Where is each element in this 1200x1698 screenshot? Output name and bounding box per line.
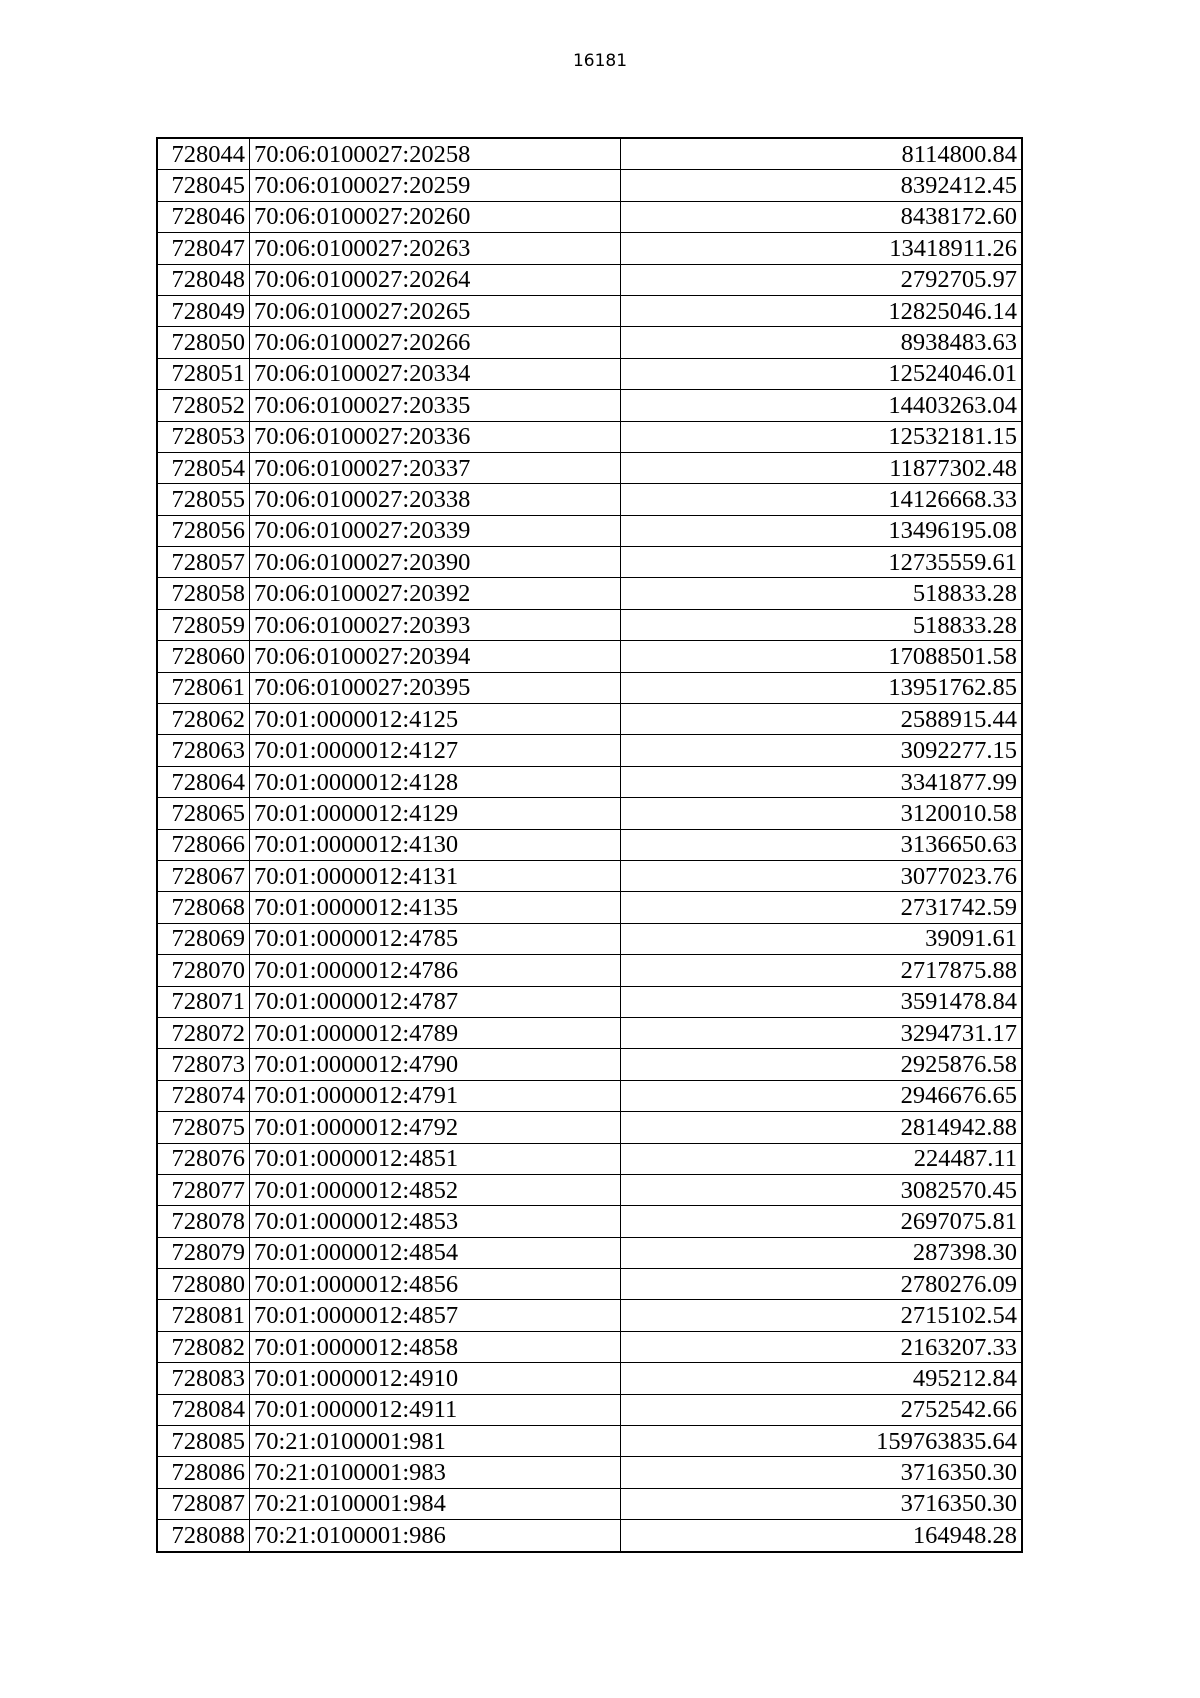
cadastral-value-cell: 3077023.76 xyxy=(621,860,1023,891)
cadastral-value-cell: 3716350.30 xyxy=(621,1488,1023,1519)
cadastral-number-cell: 70:06:0100027:20394 xyxy=(250,641,621,672)
row-number-cell: 728051 xyxy=(157,358,250,389)
cadastral-value-cell: 2792705.97 xyxy=(621,264,1023,295)
cadastral-value-cell: 164948.28 xyxy=(621,1520,1023,1552)
row-number-cell: 728067 xyxy=(157,860,250,891)
table-row xyxy=(157,578,1022,609)
row-number-cell: 728049 xyxy=(157,295,250,326)
row-number-cell: 728070 xyxy=(157,955,250,986)
cadastral-number-cell: 70:01:0000012:4789 xyxy=(250,1017,621,1048)
cadastral-value-cell: 2715102.54 xyxy=(621,1300,1023,1331)
table-row xyxy=(157,735,1022,766)
cadastral-number-cell: 70:06:0100027:20265 xyxy=(250,295,621,326)
row-number-cell: 728048 xyxy=(157,264,250,295)
cadastral-value-cell: 2814942.88 xyxy=(621,1112,1023,1143)
cadastral-value-cell: 13496195.08 xyxy=(621,515,1023,546)
table-row xyxy=(157,860,1022,891)
cadastral-number-cell: 70:01:0000012:4125 xyxy=(250,704,621,735)
cadastral-number-cell: 70:06:0100027:20260 xyxy=(250,201,621,232)
row-number-cell: 728064 xyxy=(157,766,250,797)
row-number-cell: 728052 xyxy=(157,390,250,421)
cadastral-value-cell: 12524046.01 xyxy=(621,358,1023,389)
cadastral-number-cell: 70:01:0000012:4129 xyxy=(250,798,621,829)
row-number-cell: 728088 xyxy=(157,1520,250,1552)
table-row xyxy=(157,923,1022,954)
table-row xyxy=(157,201,1022,232)
cadastral-number-cell: 70:06:0100027:20336 xyxy=(250,421,621,452)
table-row xyxy=(157,1394,1022,1425)
row-number-cell: 728053 xyxy=(157,421,250,452)
row-number-cell: 728073 xyxy=(157,1049,250,1080)
cadastral-value-cell: 3591478.84 xyxy=(621,986,1023,1017)
table-row xyxy=(157,1112,1022,1143)
cadastral-value-cell: 8938483.63 xyxy=(621,327,1023,358)
cadastral-number-cell: 70:06:0100027:20335 xyxy=(250,390,621,421)
cadastral-number-cell: 70:01:0000012:4128 xyxy=(250,766,621,797)
row-number-cell: 728046 xyxy=(157,201,250,232)
row-number-cell: 728086 xyxy=(157,1457,250,1488)
cadastral-value-cell: 3082570.45 xyxy=(621,1174,1023,1205)
cadastral-number-cell: 70:06:0100027:20337 xyxy=(250,452,621,483)
table-row xyxy=(157,892,1022,923)
cadastral-number-cell: 70:01:0000012:4127 xyxy=(250,735,621,766)
cadastral-number-cell: 70:01:0000012:4856 xyxy=(250,1269,621,1300)
cadastral-value-cell: 2780276.09 xyxy=(621,1269,1023,1300)
cadastral-value-cell: 2588915.44 xyxy=(621,704,1023,735)
table-row xyxy=(157,1363,1022,1394)
row-number-cell: 728065 xyxy=(157,798,250,829)
cadastral-value-cell: 3136650.63 xyxy=(621,829,1023,860)
cadastral-number-cell: 70:01:0000012:4852 xyxy=(250,1174,621,1205)
cadastral-number-cell: 70:01:0000012:4851 xyxy=(250,1143,621,1174)
table-row xyxy=(157,1488,1022,1519)
table-row xyxy=(157,1331,1022,1362)
table-row xyxy=(157,609,1022,640)
table-row xyxy=(157,704,1022,735)
cadastral-number-cell: 70:01:0000012:4791 xyxy=(250,1080,621,1111)
table-row xyxy=(157,672,1022,703)
cadastral-number-cell: 70:01:0000012:4785 xyxy=(250,923,621,954)
cadastral-number-cell: 70:06:0100027:20390 xyxy=(250,547,621,578)
table-row xyxy=(157,829,1022,860)
row-number-cell: 728082 xyxy=(157,1331,250,1362)
table-row xyxy=(157,358,1022,389)
cadastral-value-cell: 8114800.84 xyxy=(621,138,1023,170)
row-number-cell: 728060 xyxy=(157,641,250,672)
table-row xyxy=(157,327,1022,358)
row-number-cell: 728087 xyxy=(157,1488,250,1519)
cadastral-number-cell: 70:01:0000012:4130 xyxy=(250,829,621,860)
cadastral-number-cell: 70:06:0100027:20392 xyxy=(250,578,621,609)
table-row xyxy=(157,955,1022,986)
table-row xyxy=(157,1269,1022,1300)
cadastral-number-cell: 70:01:0000012:4853 xyxy=(250,1206,621,1237)
cadastral-value-cell: 3092277.15 xyxy=(621,735,1023,766)
cadastral-value-cell: 3341877.99 xyxy=(621,766,1023,797)
row-number-cell: 728084 xyxy=(157,1394,250,1425)
cadastral-value-cell: 2163207.33 xyxy=(621,1331,1023,1362)
table-row xyxy=(157,1080,1022,1111)
cadastral-value-cell: 39091.61 xyxy=(621,923,1023,954)
cadastral-number-cell: 70:01:0000012:4135 xyxy=(250,892,621,923)
row-number-cell: 728059 xyxy=(157,609,250,640)
row-number-cell: 728078 xyxy=(157,1206,250,1237)
row-number-cell: 728075 xyxy=(157,1112,250,1143)
table-row xyxy=(157,1300,1022,1331)
cadastral-number-cell: 70:01:0000012:4786 xyxy=(250,955,621,986)
cadastral-value-cell: 14403263.04 xyxy=(621,390,1023,421)
table-row xyxy=(157,484,1022,515)
table-row xyxy=(157,1237,1022,1268)
cadastral-number-cell: 70:06:0100027:20266 xyxy=(250,327,621,358)
row-number-cell: 728058 xyxy=(157,578,250,609)
table-row xyxy=(157,1426,1022,1457)
table-row xyxy=(157,1017,1022,1048)
cadastral-value-cell: 287398.30 xyxy=(621,1237,1023,1268)
cadastral-value-cell: 3120010.58 xyxy=(621,798,1023,829)
row-number-cell: 728066 xyxy=(157,829,250,860)
row-number-cell: 728085 xyxy=(157,1426,250,1457)
cadastral-value-cell: 11877302.48 xyxy=(621,452,1023,483)
cadastral-value-cell: 2697075.81 xyxy=(621,1206,1023,1237)
table-row xyxy=(157,515,1022,546)
cadastral-value-cell: 13418911.26 xyxy=(621,233,1023,264)
row-number-cell: 728079 xyxy=(157,1237,250,1268)
row-number-cell: 728061 xyxy=(157,672,250,703)
cadastral-number-cell: 70:01:0000012:4911 xyxy=(250,1394,621,1425)
table-row xyxy=(157,641,1022,672)
cadastral-number-cell: 70:06:0100027:20263 xyxy=(250,233,621,264)
cadastral-value-cell: 13951762.85 xyxy=(621,672,1023,703)
cadastral-number-cell: 70:01:0000012:4857 xyxy=(250,1300,621,1331)
table-row xyxy=(157,390,1022,421)
cadastral-value-cell: 518833.28 xyxy=(621,609,1023,640)
cadastral-value-cell: 14126668.33 xyxy=(621,484,1023,515)
cadastral-value-cell: 17088501.58 xyxy=(621,641,1023,672)
cadastral-number-cell: 70:21:0100001:984 xyxy=(250,1488,621,1519)
cadastral-number-cell: 70:06:0100027:20259 xyxy=(250,170,621,201)
cadastral-number-cell: 70:06:0100027:20334 xyxy=(250,358,621,389)
cadastral-value-cell: 12532181.15 xyxy=(621,421,1023,452)
cadastral-number-cell: 70:01:0000012:4787 xyxy=(250,986,621,1017)
cadastral-value-cell: 495212.84 xyxy=(621,1363,1023,1394)
cadastral-number-cell: 70:01:0000012:4790 xyxy=(250,1049,621,1080)
table-row xyxy=(157,421,1022,452)
table-row xyxy=(157,264,1022,295)
row-number-cell: 728047 xyxy=(157,233,250,264)
cadastral-number-cell: 70:06:0100027:20395 xyxy=(250,672,621,703)
row-number-cell: 728050 xyxy=(157,327,250,358)
cadastral-value-cell: 2925876.58 xyxy=(621,1049,1023,1080)
cadastral-value-cell: 12825046.14 xyxy=(621,295,1023,326)
page-number: 16181 xyxy=(572,51,628,71)
cadastral-number-cell: 70:06:0100027:20393 xyxy=(250,609,621,640)
cadastral-number-cell: 70:01:0000012:4854 xyxy=(250,1237,621,1268)
row-number-cell: 728062 xyxy=(157,704,250,735)
cadastral-value-cell: 518833.28 xyxy=(621,578,1023,609)
cadastral-number-cell: 70:21:0100001:986 xyxy=(250,1520,621,1552)
cadastral-number-cell: 70:06:0100027:20264 xyxy=(250,264,621,295)
row-number-cell: 728077 xyxy=(157,1174,250,1205)
table-row xyxy=(157,138,1022,170)
cadastral-number-cell: 70:06:0100027:20338 xyxy=(250,484,621,515)
cadastral-number-cell: 70:21:0100001:983 xyxy=(250,1457,621,1488)
cadastral-value-cell: 2752542.66 xyxy=(621,1394,1023,1425)
cadastral-value-cell: 3294731.17 xyxy=(621,1017,1023,1048)
cadastral-number-cell: 70:01:0000012:4858 xyxy=(250,1331,621,1362)
table-row xyxy=(157,170,1022,201)
table-body xyxy=(157,138,1022,1552)
cadastral-value-cell: 2717875.88 xyxy=(621,955,1023,986)
row-number-cell: 728071 xyxy=(157,986,250,1017)
row-number-cell: 728072 xyxy=(157,1017,250,1048)
cadastral-value-cell: 12735559.61 xyxy=(621,547,1023,578)
cadastral-number-cell: 70:06:0100027:20339 xyxy=(250,515,621,546)
cadastral-value-cell: 3716350.30 xyxy=(621,1457,1023,1488)
row-number-cell: 728056 xyxy=(157,515,250,546)
cadastral-number-cell: 70:01:0000012:4131 xyxy=(250,860,621,891)
cadastral-value-table xyxy=(156,137,1023,1553)
table-row xyxy=(157,1049,1022,1080)
table-row xyxy=(157,233,1022,264)
cadastral-value-cell: 8392412.45 xyxy=(621,170,1023,201)
cadastral-value-cell: 8438172.60 xyxy=(621,201,1023,232)
row-number-cell: 728081 xyxy=(157,1300,250,1331)
table-row xyxy=(157,986,1022,1017)
table-row xyxy=(157,1174,1022,1205)
cadastral-number-cell: 70:06:0100027:20258 xyxy=(250,138,621,170)
row-number-cell: 728080 xyxy=(157,1269,250,1300)
row-number-cell: 728044 xyxy=(157,138,250,170)
table-row xyxy=(157,1457,1022,1488)
cadastral-number-cell: 70:01:0000012:4792 xyxy=(250,1112,621,1143)
table-row xyxy=(157,1143,1022,1174)
table-row xyxy=(157,1520,1022,1552)
row-number-cell: 728074 xyxy=(157,1080,250,1111)
cadastral-value-cell: 2731742.59 xyxy=(621,892,1023,923)
table-row xyxy=(157,1206,1022,1237)
cadastral-number-cell: 70:01:0000012:4910 xyxy=(250,1363,621,1394)
cadastral-value-cell: 224487.11 xyxy=(621,1143,1023,1174)
row-number-cell: 728069 xyxy=(157,923,250,954)
row-number-cell: 728076 xyxy=(157,1143,250,1174)
row-number-cell: 728068 xyxy=(157,892,250,923)
cadastral-value-cell: 2946676.65 xyxy=(621,1080,1023,1111)
row-number-cell: 728055 xyxy=(157,484,250,515)
table-row xyxy=(157,547,1022,578)
table-row xyxy=(157,295,1022,326)
cadastral-value-cell: 159763835.64 xyxy=(621,1426,1023,1457)
table-row xyxy=(157,452,1022,483)
cadastral-number-cell: 70:21:0100001:981 xyxy=(250,1426,621,1457)
row-number-cell: 728057 xyxy=(157,547,250,578)
row-number-cell: 728045 xyxy=(157,170,250,201)
row-number-cell: 728054 xyxy=(157,452,250,483)
table-row xyxy=(157,798,1022,829)
row-number-cell: 728083 xyxy=(157,1363,250,1394)
table-row xyxy=(157,766,1022,797)
row-number-cell: 728063 xyxy=(157,735,250,766)
